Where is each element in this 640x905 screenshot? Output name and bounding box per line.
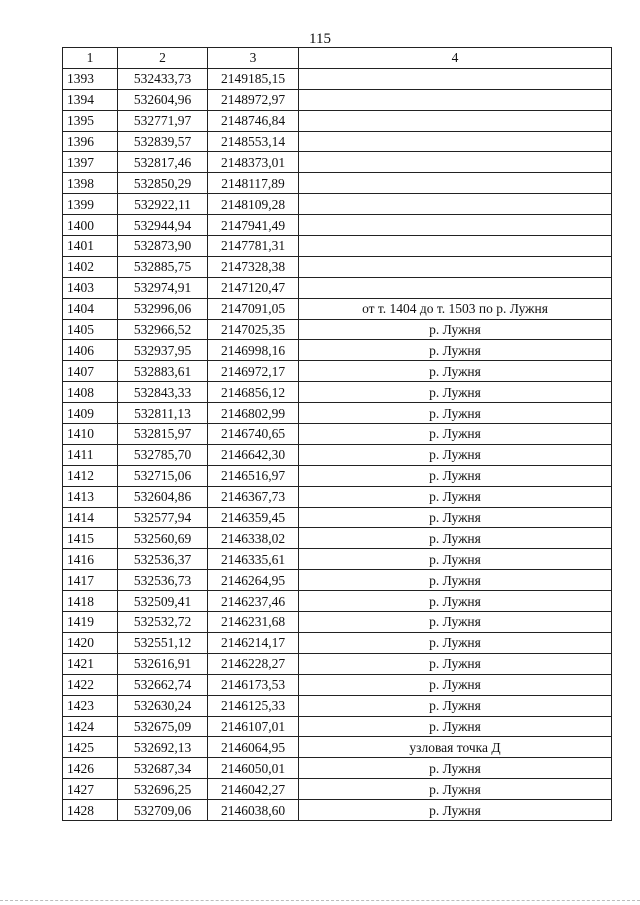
description-cell: р. Лужня	[299, 695, 612, 716]
point-number-cell: 1424	[63, 716, 118, 737]
point-number-cell: 1394	[63, 89, 118, 110]
description-cell	[299, 110, 612, 131]
table-row	[63, 68, 612, 89]
description-cell: р. Лужня	[299, 403, 612, 424]
point-number-cell: 1427	[63, 779, 118, 800]
point-number-cell: 1418	[63, 591, 118, 612]
x-coordinate-cell: 532551,12	[118, 632, 208, 653]
y-coordinate-cell: 2147328,38	[208, 256, 299, 277]
y-coordinate-cell: 2148373,01	[208, 152, 299, 173]
y-coordinate-cell: 2146042,27	[208, 779, 299, 800]
description-cell: от т. 1404 до т. 1503 по р. Лужня	[299, 298, 612, 319]
table-row	[63, 256, 612, 277]
y-coordinate-cell: 2147941,49	[208, 215, 299, 236]
point-number-cell: 1403	[63, 277, 118, 298]
x-coordinate-cell: 532536,37	[118, 549, 208, 570]
point-number-cell: 1400	[63, 215, 118, 236]
point-number-cell: 1423	[63, 695, 118, 716]
column-header: 1	[63, 48, 118, 69]
table-row	[63, 528, 612, 549]
description-cell: р. Лужня	[299, 424, 612, 445]
point-number-cell: 1411	[63, 444, 118, 465]
x-coordinate-cell: 532811,13	[118, 403, 208, 424]
table-row	[63, 779, 612, 800]
description-cell	[299, 89, 612, 110]
point-number-cell: 1425	[63, 737, 118, 758]
x-coordinate-cell: 532974,91	[118, 277, 208, 298]
x-coordinate-cell: 532509,41	[118, 591, 208, 612]
x-coordinate-cell: 532433,73	[118, 68, 208, 89]
x-coordinate-cell: 532604,86	[118, 486, 208, 507]
y-coordinate-cell: 2146228,27	[208, 653, 299, 674]
table-row	[63, 632, 612, 653]
point-number-cell: 1406	[63, 340, 118, 361]
table-row	[63, 653, 612, 674]
x-coordinate-cell: 532630,24	[118, 695, 208, 716]
description-cell: р. Лужня	[299, 361, 612, 382]
description-cell: р. Лужня	[299, 382, 612, 403]
y-coordinate-cell: 2146802,99	[208, 403, 299, 424]
table-header-row	[63, 48, 612, 69]
y-coordinate-cell: 2146237,46	[208, 591, 299, 612]
point-number-cell: 1413	[63, 486, 118, 507]
x-coordinate-cell: 532785,70	[118, 444, 208, 465]
table-row	[63, 737, 612, 758]
point-number-cell: 1408	[63, 382, 118, 403]
table-row	[63, 131, 612, 152]
x-coordinate-cell: 532873,90	[118, 236, 208, 257]
description-cell	[299, 68, 612, 89]
point-number-cell: 1416	[63, 549, 118, 570]
description-cell	[299, 173, 612, 194]
point-number-cell: 1404	[63, 298, 118, 319]
point-number-cell: 1396	[63, 131, 118, 152]
point-number-cell: 1422	[63, 674, 118, 695]
x-coordinate-cell: 532715,06	[118, 465, 208, 486]
y-coordinate-cell: 2149185,15	[208, 68, 299, 89]
description-cell: р. Лужня	[299, 319, 612, 340]
point-number-cell: 1407	[63, 361, 118, 382]
x-coordinate-cell: 532675,09	[118, 716, 208, 737]
x-coordinate-cell: 532839,57	[118, 131, 208, 152]
table-row	[63, 215, 612, 236]
x-coordinate-cell: 532532,72	[118, 612, 208, 633]
table-row	[63, 612, 612, 633]
y-coordinate-cell: 2148117,89	[208, 173, 299, 194]
description-cell: р. Лужня	[299, 486, 612, 507]
table-row	[63, 570, 612, 591]
table-row	[63, 236, 612, 257]
x-coordinate-cell: 532709,06	[118, 800, 208, 821]
description-cell: р. Лужня	[299, 528, 612, 549]
point-number-cell: 1417	[63, 570, 118, 591]
y-coordinate-cell: 2146972,17	[208, 361, 299, 382]
y-coordinate-cell: 2147091,05	[208, 298, 299, 319]
y-coordinate-cell: 2146264,95	[208, 570, 299, 591]
description-cell: р. Лужня	[299, 340, 612, 361]
point-number-cell: 1405	[63, 319, 118, 340]
x-coordinate-cell: 532696,25	[118, 779, 208, 800]
table-row	[63, 695, 612, 716]
y-coordinate-cell: 2146740,65	[208, 424, 299, 445]
table-row	[63, 382, 612, 403]
description-cell: р. Лужня	[299, 570, 612, 591]
description-cell: р. Лужня	[299, 465, 612, 486]
description-cell	[299, 256, 612, 277]
table-row	[63, 89, 612, 110]
y-coordinate-cell: 2146642,30	[208, 444, 299, 465]
table-row	[63, 173, 612, 194]
y-coordinate-cell: 2146173,53	[208, 674, 299, 695]
x-coordinate-cell: 532577,94	[118, 507, 208, 528]
column-header: 3	[208, 48, 299, 69]
table-row	[63, 110, 612, 131]
x-coordinate-cell: 532883,61	[118, 361, 208, 382]
y-coordinate-cell: 2146214,17	[208, 632, 299, 653]
point-number-cell: 1420	[63, 632, 118, 653]
column-header: 2	[118, 48, 208, 69]
point-number-cell: 1402	[63, 256, 118, 277]
description-cell: р. Лужня	[299, 800, 612, 821]
point-number-cell: 1419	[63, 612, 118, 633]
x-coordinate-cell: 532850,29	[118, 173, 208, 194]
description-cell: р. Лужня	[299, 444, 612, 465]
table-row	[63, 716, 612, 737]
x-coordinate-cell: 532944,94	[118, 215, 208, 236]
x-coordinate-cell: 532996,06	[118, 298, 208, 319]
description-cell	[299, 277, 612, 298]
point-number-cell: 1414	[63, 507, 118, 528]
y-coordinate-cell: 2148746,84	[208, 110, 299, 131]
table-row	[63, 591, 612, 612]
description-cell: р. Лужня	[299, 716, 612, 737]
page-number: 115	[309, 31, 331, 47]
description-cell: р. Лужня	[299, 632, 612, 653]
y-coordinate-cell: 2148553,14	[208, 131, 299, 152]
table-row	[63, 486, 612, 507]
point-number-cell: 1401	[63, 236, 118, 257]
y-coordinate-cell: 2146359,45	[208, 507, 299, 528]
table-row	[63, 424, 612, 445]
table-row	[63, 444, 612, 465]
y-coordinate-cell: 2146038,60	[208, 800, 299, 821]
y-coordinate-cell: 2146231,68	[208, 612, 299, 633]
x-coordinate-cell: 532604,96	[118, 89, 208, 110]
x-coordinate-cell: 532922,11	[118, 194, 208, 215]
description-cell: р. Лужня	[299, 779, 612, 800]
x-coordinate-cell: 532536,73	[118, 570, 208, 591]
description-cell: р. Лужня	[299, 612, 612, 633]
point-number-cell: 1426	[63, 758, 118, 779]
table-row	[63, 298, 612, 319]
y-coordinate-cell: 2147120,47	[208, 277, 299, 298]
x-coordinate-cell: 532560,69	[118, 528, 208, 549]
table-row	[63, 403, 612, 424]
y-coordinate-cell: 2147025,35	[208, 319, 299, 340]
x-coordinate-cell: 532662,74	[118, 674, 208, 695]
description-cell	[299, 236, 612, 257]
x-coordinate-cell: 532771,97	[118, 110, 208, 131]
table-row	[63, 340, 612, 361]
description-cell	[299, 194, 612, 215]
table-row	[63, 277, 612, 298]
x-coordinate-cell: 532843,33	[118, 382, 208, 403]
point-number-cell: 1412	[63, 465, 118, 486]
description-cell: р. Лужня	[299, 758, 612, 779]
y-coordinate-cell: 2146516,97	[208, 465, 299, 486]
point-number-cell: 1421	[63, 653, 118, 674]
x-coordinate-cell: 532885,75	[118, 256, 208, 277]
table-row	[63, 758, 612, 779]
y-coordinate-cell: 2148972,97	[208, 89, 299, 110]
table-row	[63, 674, 612, 695]
point-number-cell: 1397	[63, 152, 118, 173]
scan-edge-line	[0, 900, 640, 902]
y-coordinate-cell: 2148109,28	[208, 194, 299, 215]
y-coordinate-cell: 2146998,16	[208, 340, 299, 361]
y-coordinate-cell: 2146335,61	[208, 549, 299, 570]
y-coordinate-cell: 2146050,01	[208, 758, 299, 779]
y-coordinate-cell: 2146367,73	[208, 486, 299, 507]
y-coordinate-cell: 2146107,01	[208, 716, 299, 737]
point-number-cell: 1428	[63, 800, 118, 821]
table-row	[63, 361, 612, 382]
x-coordinate-cell: 532616,91	[118, 653, 208, 674]
y-coordinate-cell: 2146125,33	[208, 695, 299, 716]
table-body	[63, 68, 612, 820]
description-cell: узловая точка Д	[299, 737, 612, 758]
y-coordinate-cell: 2146856,12	[208, 382, 299, 403]
x-coordinate-cell: 532817,46	[118, 152, 208, 173]
point-number-cell: 1415	[63, 528, 118, 549]
table-row	[63, 549, 612, 570]
table-row	[63, 465, 612, 486]
point-number-cell: 1395	[63, 110, 118, 131]
description-cell: р. Лужня	[299, 674, 612, 695]
description-cell	[299, 152, 612, 173]
table-row	[63, 800, 612, 821]
description-cell: р. Лужня	[299, 591, 612, 612]
column-header: 4	[299, 48, 612, 69]
description-cell	[299, 215, 612, 236]
description-cell: р. Лужня	[299, 653, 612, 674]
y-coordinate-cell: 2146338,02	[208, 528, 299, 549]
coordinates-table	[62, 47, 612, 821]
point-number-cell: 1398	[63, 173, 118, 194]
y-coordinate-cell: 2146064,95	[208, 737, 299, 758]
y-coordinate-cell: 2147781,31	[208, 236, 299, 257]
point-number-cell: 1399	[63, 194, 118, 215]
point-number-cell: 1410	[63, 424, 118, 445]
x-coordinate-cell: 532937,95	[118, 340, 208, 361]
x-coordinate-cell: 532966,52	[118, 319, 208, 340]
table-row	[63, 319, 612, 340]
x-coordinate-cell: 532815,97	[118, 424, 208, 445]
description-cell	[299, 131, 612, 152]
x-coordinate-cell: 532692,13	[118, 737, 208, 758]
point-number-cell: 1409	[63, 403, 118, 424]
x-coordinate-cell: 532687,34	[118, 758, 208, 779]
table-row	[63, 152, 612, 173]
description-cell: р. Лужня	[299, 549, 612, 570]
description-cell: р. Лужня	[299, 507, 612, 528]
table-row	[63, 507, 612, 528]
table-row	[63, 194, 612, 215]
point-number-cell: 1393	[63, 68, 118, 89]
